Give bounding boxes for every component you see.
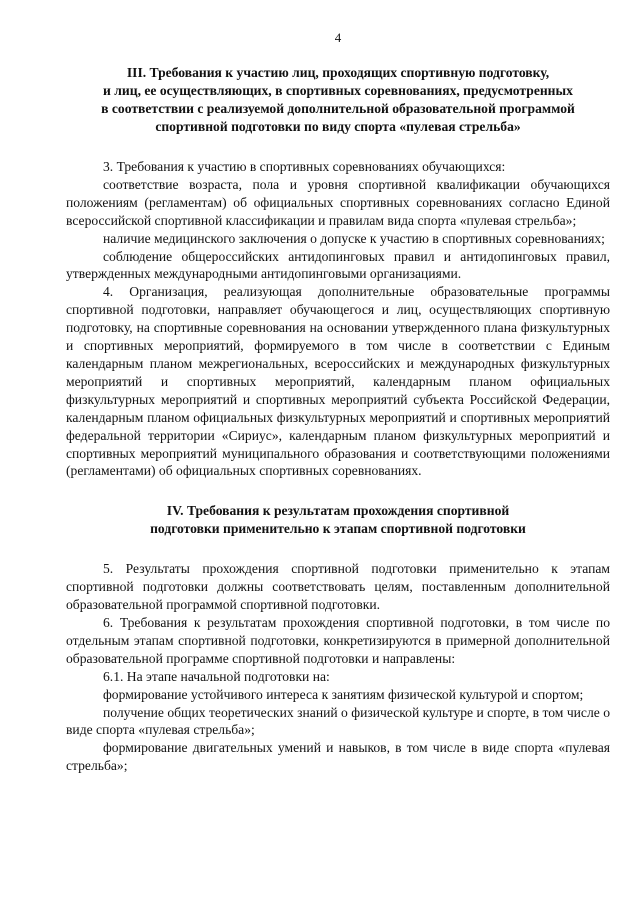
paragraph: получение общих теоретических знаний о физической культуре и спорте, в том числе о виде спорта «пулевая стрельба»;	[66, 704, 610, 738]
page-number: 4	[334, 30, 342, 45]
paragraph: 6.1. На этапе начальной подготовки на:	[103, 668, 330, 684]
section-3-heading	[66, 64, 610, 136]
paragraph: 6. Требования к результатам прохождения спортивной подготовки, в том числе по отдельным этапам спортивной подготовки, конкретизируются в примерной дополнительной образовательной программе спортивной подготовки и направлены:	[66, 615, 610, 666]
paragraph: наличие медицинского заключения о допуске к участию в спортивных соревнованиях;	[103, 230, 605, 246]
paragraph: 3. Требования к участию в спортивных соревнованиях обучающихся:	[103, 159, 506, 174]
heading-line: спортивной подготовки по виду спорта «пулевая стрельба»	[155, 119, 521, 134]
paragraph: формирование двигательных умений и навыков, в том числе в виде спорта «пулевая стрельба»;	[66, 740, 610, 774]
section-3	[66, 64, 610, 480]
heading-line: подготовки применительно к этапам спортивной подготовки	[150, 521, 526, 537]
section-4	[66, 502, 610, 775]
paragraph: соответствие возраста, пола и уровня спортивной квалификации обучающихся положениям (регламентам) об официальных спортивных соревнованиях согласно Единой всероссийской спортивной классификации и правилам вида спорта «пулевая стрельба»;	[66, 176, 610, 228]
paragraph: формирование устойчивого интереса к занятиям физической культурой и спортом;	[103, 686, 584, 702]
heading-line: IV. Требования к результатам прохождения спортивной	[166, 503, 510, 519]
heading-line: в соответствии с реализуемой дополнительной образовательной программой	[101, 101, 575, 116]
heading-line: III. Требования к участию лиц, проходящих спортивную подготовку,	[126, 65, 550, 80]
section-4-heading	[66, 502, 610, 538]
paragraph: соблюдение общероссийских антидопинговых правил и антидопинговых правил, утвержденных международными антидопинговыми организациями.	[66, 248, 610, 282]
paragraph: 5. Результаты прохождения спортивной подготовки применительно к этапам спортивной подготовки должны соответствовать целям, поставленным дополнительной образовательной программой спортивной подготовки.	[66, 561, 610, 613]
heading-line: и лиц, ее осуществляющих, в спортивных соревнованиях, предусмотренных	[103, 83, 573, 98]
paragraph: 4. Организация, реализующая дополнительные образовательные программы спортивной подготовки, направляет обучающегося и лиц, осуществляющих спортивную подготовку, на спортивные соревнования на основании утвержденного плана физкультурных и спортивных мероприятий, формируемого в том числе в соответствии с Единым календарным планом межрегиональных, всероссийских и международных физкультурных мероприятий и спортивных мероприятий, календарным планом официальных физкультурных мероприятий и спортивных мероприятий субъекта Российской Федерации, календарным планом официальных физкультурных мероприятий и спортивных мероприятий федеральной территории «Сириус», календарным планом физкультурных мероприятий и спортивных мероприятий муниципального образования и соответствующими положениями (регламентами) об официальных спортивных соревнованиях.	[66, 284, 610, 479]
